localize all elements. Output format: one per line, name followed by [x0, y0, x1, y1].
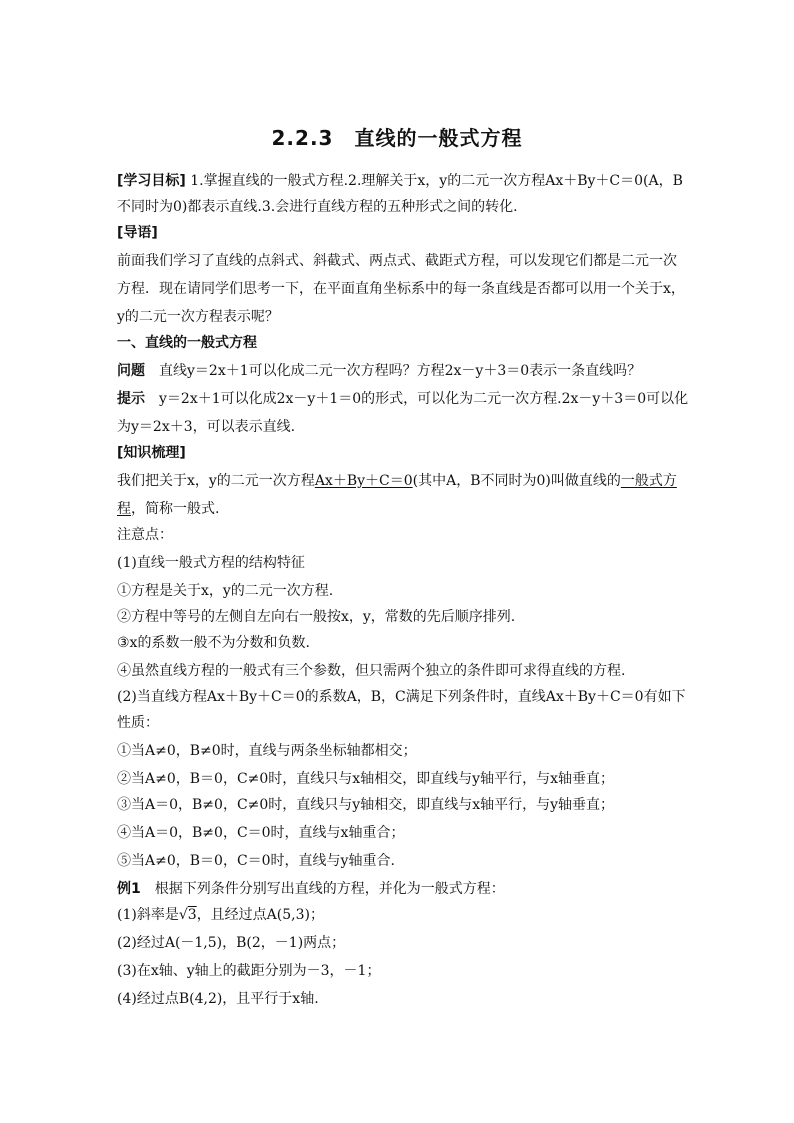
example-item-2: (2)经过A(－1,5)，B(2，－1)两点； [117, 935, 346, 951]
note-item: ④虽然直线方程的一般式有三个参数，但只需两个独立的条件即可求得直线的方程. [117, 663, 626, 679]
general-form-term-end: 程 [117, 501, 131, 517]
note-item: ③当A＝0，B≠0，C≠0时，直线只与y轴相交，即直线与x轴平行，与y轴垂直； [117, 797, 615, 813]
example-label: 例1 [117, 881, 141, 897]
example-heading [117, 880, 689, 898]
note-item: ②方程中等号的左侧自左向右一般按x，y，常数的先后顺序排列. [117, 609, 516, 625]
section-heading: 一、直线的一般式方程 [117, 335, 257, 351]
sqrt-sign: √ [178, 907, 188, 923]
hint-line-1 [117, 390, 689, 408]
question-text: 直线y＝2x＋1可以化成二元一次方程吗？方程2x－y＋3＝0表示一条直线吗？ [145, 363, 642, 379]
example-item-1-text: (1)斜率是 [117, 907, 179, 923]
radicand: 3 [187, 907, 197, 923]
example-item-3: (3)在x轴、y轴上的截距分别为－3，－1； [117, 963, 381, 979]
objectives-label: [学习目标] [117, 173, 186, 189]
knowledge-text-a: 我们把关于x，y的二元一次方程 [117, 473, 315, 489]
objectives-line-2: 不同时为0)都表示直线.3.会进行直线方程的五种形式之间的转化. [117, 199, 518, 215]
example-item-4: (4)经过点B(4,2)，且平行于x轴. [117, 991, 319, 1007]
intro-line-3: y的二元一次方程表示呢？ [117, 309, 279, 325]
hint-label: 提示 [117, 391, 145, 407]
page-title: 2.2.3 直线的一般式方程 [271, 126, 523, 150]
general-form-term: 一般式方 [620, 473, 677, 489]
note-item: ①方程是关于x，y的二元一次方程. [117, 583, 334, 599]
example-item-1 [117, 906, 689, 924]
note-item: ②当A≠0，B＝0，C≠0时，直线只与x轴相交，即直线与y轴平行，与x轴垂直； [117, 771, 614, 787]
general-form-equation: Ax＋By＋C＝0 [314, 473, 413, 489]
question-line [117, 362, 689, 380]
note-item: (2)当直线方程Ax＋By＋C＝0的系数A，B，C满足下列条件时，直线Ax＋By＋C＝0有如下 [117, 689, 686, 705]
intro-line-2: 方程．现在请同学们思考一下，在平面直角坐标系中的每一条直线是否都可以用一个关于x， [117, 281, 685, 297]
question-label: 问题 [117, 363, 145, 379]
hint-text-1: y＝2x＋1可以化成2x－y＋1＝0的形式，可以化为二元一次方程.2x－y＋3＝0可以化 [145, 391, 689, 407]
objectives-line-1 [117, 172, 689, 190]
objectives-text-1: 1.掌握直线的一般式方程.2.理解关于x，y的二元一次方程Ax＋By＋C＝0(A，B [190, 173, 683, 189]
note-item: 性质： [117, 715, 159, 731]
intro-line-1: 前面我们学习了直线的点斜式、斜截式、两点式、截距式方程，可以发现它们都是二元一次 [117, 253, 677, 269]
note-item: ⑤当A≠0，B＝0，C＝0时，直线与y轴重合. [117, 853, 395, 869]
knowledge-text-b: (其中A，B不同时为0)叫做直线的 [412, 473, 621, 489]
knowledge-text-c: ，简称一般式. [131, 501, 220, 517]
example-item-1-point: ，且经过点A(5,3)； [196, 907, 324, 923]
knowledge-line-1 [117, 472, 689, 490]
notes-label: 注意点： [117, 527, 173, 543]
example-prompt: 根据下列条件分别写出直线的方程，并化为一般式方程： [140, 881, 505, 897]
note-item: ④当A＝0，B≠0，C＝0时，直线与x轴重合； [117, 825, 405, 841]
knowledge-label: [知识梳理] [117, 445, 186, 461]
knowledge-line-2 [117, 500, 689, 518]
note-item: (1)直线一般式方程的结构特征 [117, 555, 305, 571]
note-item: ①当A≠0，B≠0时，直线与两条坐标轴都相交； [117, 743, 417, 759]
note-item: ③x的系数一般不为分数和负数. [117, 635, 310, 651]
intro-label: [导语] [117, 225, 158, 241]
hint-line-2: 为y＝2x＋3，可以表示直线. [117, 419, 296, 435]
